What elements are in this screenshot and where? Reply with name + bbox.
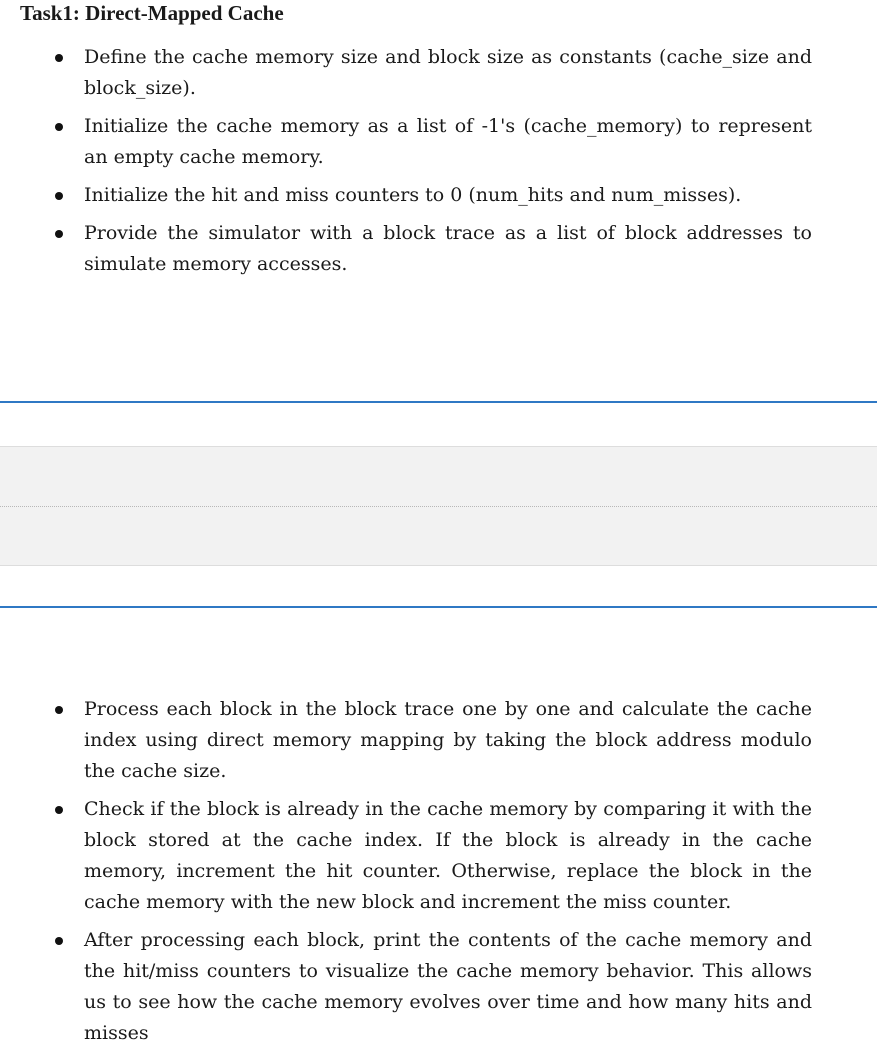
bullet-icon bbox=[55, 230, 63, 238]
bottom-bullet-list bbox=[0, 694, 877, 1056]
list-item bbox=[0, 111, 812, 173]
bullet-text: Define the cache memory size and block size as constants (cache_size and block_size). bbox=[84, 46, 812, 99]
bullet-text: Process each block in the block trace one by one and calculate the cache index using direct memory mapping by taking the block address modulo the cache size. bbox=[84, 698, 812, 782]
bullet-text: Check if the block is already in the cache memory by comparing it with the block stored at the cache index. If the block is already in the cache memory, increment the hit counter. Otherwise, replace the block in the cache memory with the new block and increment the miss counter. bbox=[84, 798, 812, 913]
list-item bbox=[0, 694, 812, 787]
list-item bbox=[0, 925, 812, 1049]
bullet-text: After processing each block, print the contents of the cache memory and the hit/miss counters to visualize the cache memory behavior. This allows us to see how the cache memory evolves over time and how many hits and misses bbox=[84, 929, 812, 1044]
section-divider-top bbox=[0, 401, 877, 403]
band-separator bbox=[0, 506, 877, 507]
task-title: Task1: Direct-Mapped Cache bbox=[20, 1, 284, 25]
list-item bbox=[0, 794, 812, 918]
bullet-icon bbox=[55, 192, 63, 200]
list-item bbox=[0, 42, 812, 104]
list-item bbox=[0, 218, 812, 280]
bullet-icon bbox=[55, 706, 63, 714]
section-divider-bottom bbox=[0, 606, 877, 608]
bullet-icon bbox=[55, 123, 63, 131]
bullet-text: Initialize the hit and miss counters to 0 (num_hits and num_misses). bbox=[84, 184, 742, 206]
empty-band bbox=[0, 446, 877, 566]
bullet-icon bbox=[55, 806, 63, 814]
bullet-icon bbox=[55, 54, 63, 62]
bullet-text: Provide the simulator with a block trace as a list of block addresses to simulate memory accesses. bbox=[84, 222, 812, 275]
top-bullet-list bbox=[0, 42, 877, 287]
bullet-icon bbox=[55, 937, 63, 945]
bullet-text: Initialize the cache memory as a list of -1's (cache_memory) to represent an empty cache memory. bbox=[84, 115, 812, 168]
list-item bbox=[0, 180, 812, 211]
